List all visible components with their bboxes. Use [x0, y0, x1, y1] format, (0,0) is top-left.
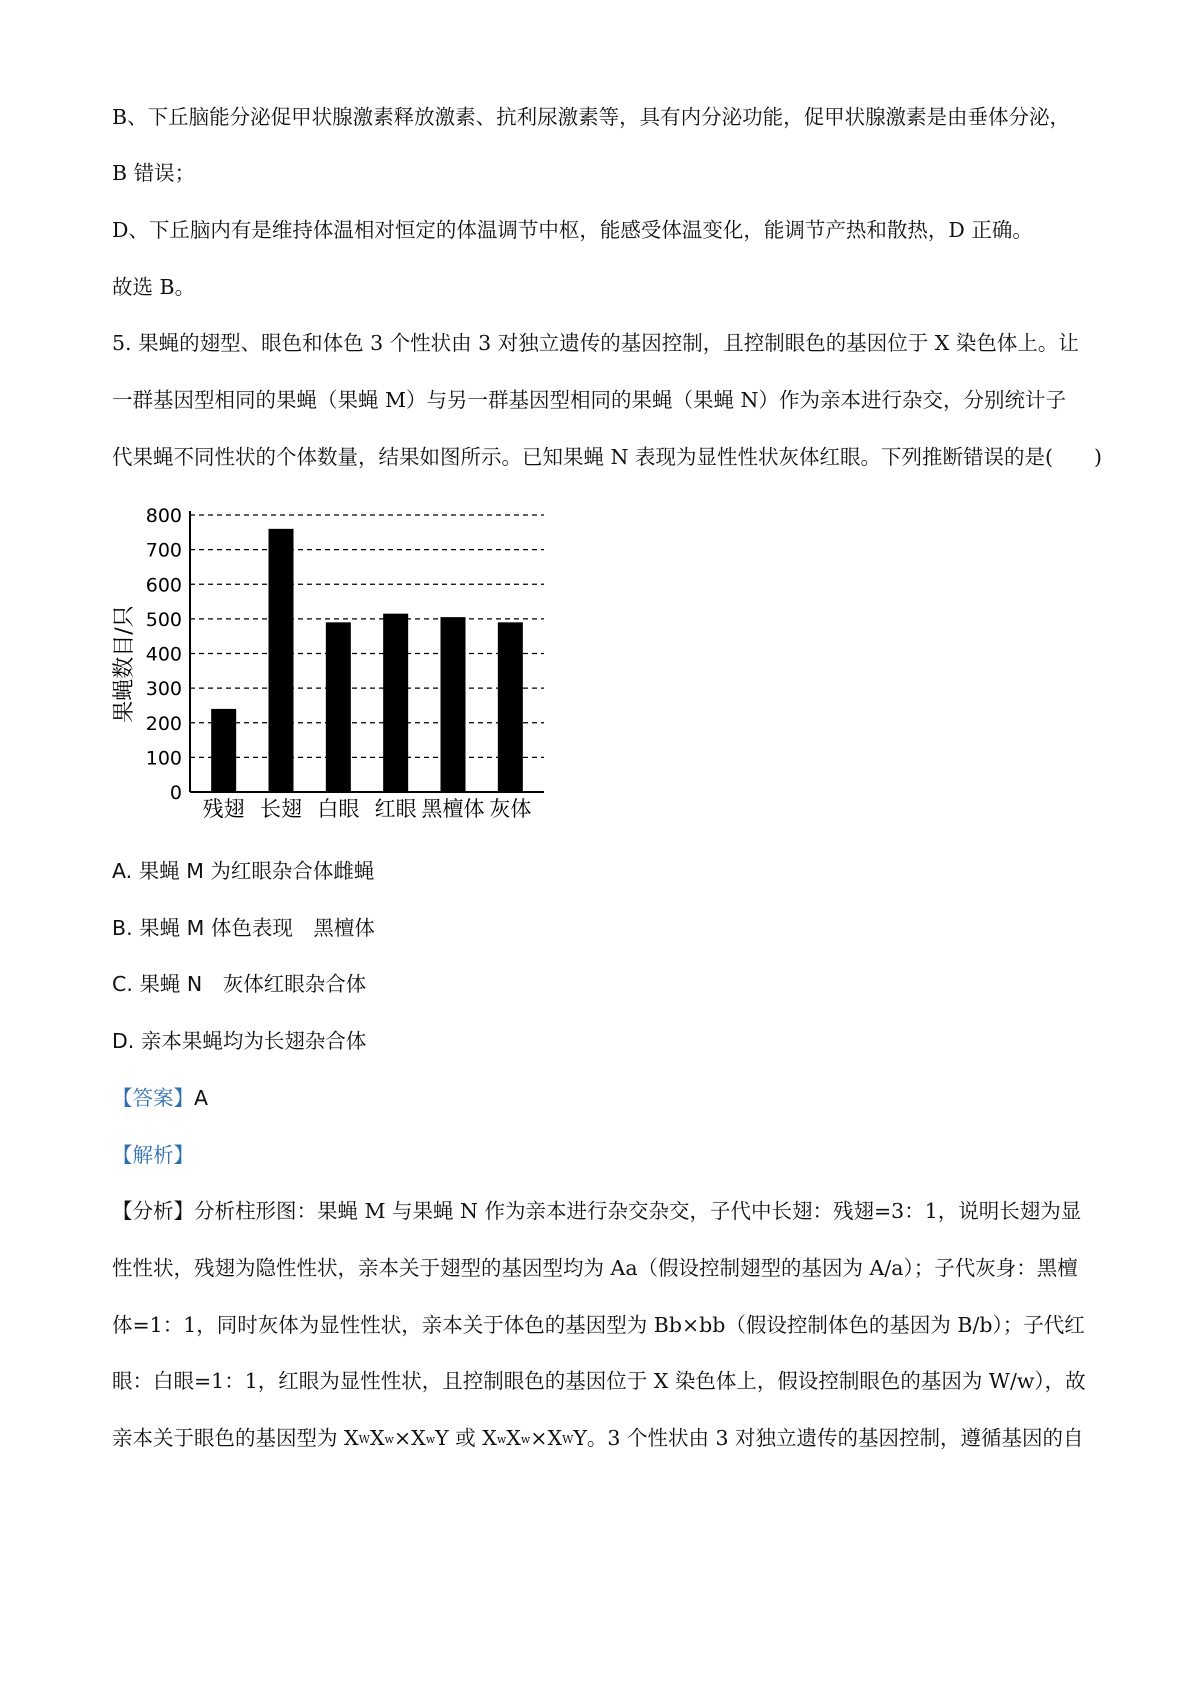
choose-statement: 故选 B。	[112, 275, 196, 299]
analysis-line4: 眼：白眼=1：1，红眼为显性性状，且控制眼色的基因位于 X 染色体上，假设控制眼色的基因为 W/w），故	[112, 1369, 1086, 1393]
analysis-text: 亲本关于眼色的基因型为 X	[112, 1426, 359, 1450]
analysis-option-b-line1: B、下丘脑能分泌促甲状腺激素释放激素、抗利尿激素等，具有内分泌功能，促甲状腺激素是由垂体分泌，	[112, 105, 1071, 129]
bar	[269, 529, 294, 792]
superscript: W	[562, 1433, 574, 1446]
y-tick-label: 300	[145, 678, 182, 701]
question-line2: 一群基因型相同的果蝇（果蝇 M）与另一群基因型相同的果蝇（果蝇 N）作为亲本进行杂交，分别统计子	[112, 388, 1066, 412]
superscript: w	[425, 1433, 436, 1446]
analysis-text: X	[369, 1426, 385, 1450]
answer-value: A	[194, 1086, 209, 1110]
chart-bars	[211, 529, 523, 792]
y-tick-label: 400	[145, 643, 182, 666]
analysis-text: Y 或 X	[435, 1426, 497, 1450]
question-line3: 代果蝇不同性状的个体数量，结果如图所示。已知果蝇 N 表现为显性性状灰体红眼。下列推断错误的是( )	[112, 445, 1102, 469]
x-tick-label: 灰体	[489, 797, 532, 821]
chart-axes	[190, 511, 544, 792]
analysis-text: Y。3 个性状由 3 对独立遗传的基因控制，遵循基因的自	[573, 1426, 1084, 1450]
option-c: C. 果蝇 N 灰体红眼杂合体	[112, 972, 367, 996]
analysis-text: X	[506, 1426, 521, 1450]
bar	[441, 617, 466, 792]
jiexi-label: 【解析】	[112, 1143, 194, 1167]
answer-label: 【答案】	[112, 1086, 194, 1110]
option-a: A. 果蝇 M 为红眼杂合体雌蝇	[112, 859, 375, 883]
chart-y-axis-label: 果蝇数目/只	[112, 605, 137, 723]
analysis-text: ×X	[393, 1426, 426, 1450]
question-text: 果蝇的翅型、眼色和体色 3 个性状由 3 对独立遗传的基因控制，且控制眼色的基因位于 X 染色体上。让	[138, 331, 1079, 355]
y-tick-label: 600	[145, 574, 182, 597]
y-tick-label: 500	[145, 608, 182, 631]
analysis-text: ×X	[530, 1426, 563, 1450]
y-tick-label: 100	[145, 747, 182, 770]
answer-line	[112, 1084, 1102, 1112]
analysis-option-d: D、下丘脑内有是维持体温相对恒定的体温调节中枢，能感受体温变化，能调节产热和散热，D 正确。	[112, 218, 1033, 242]
question-line1	[112, 329, 1102, 357]
superscript: w	[520, 1433, 531, 1446]
option-d: D. 亲本果蝇均为长翅杂合体	[112, 1029, 367, 1053]
x-tick-label: 长翅	[260, 797, 302, 821]
x-tick-label: 白眼	[317, 797, 360, 821]
x-tick-label: 红眼	[374, 797, 417, 821]
y-tick-label: 200	[145, 712, 182, 735]
bar	[498, 622, 523, 792]
x-tick-label: 残翅	[202, 797, 245, 821]
option-b: B. 果蝇 M 体色表现 黑檀体	[112, 916, 375, 940]
chart-gridlines	[190, 515, 544, 757]
y-tick-label: 700	[145, 539, 182, 562]
analysis-line1: 【分析】分析柱形图：果蝇 M 与果蝇 N 作为亲本进行杂交杂交，子代中长翅：残翅=3：1，说明长翅为显	[112, 1199, 1082, 1223]
analysis-line5	[112, 1424, 1102, 1452]
superscript: W	[358, 1433, 370, 1446]
superscript: w	[496, 1433, 507, 1446]
analysis-option-b-line2: B 错误；	[112, 161, 196, 185]
y-tick-label: 0	[169, 782, 182, 804]
superscript: w	[384, 1433, 394, 1446]
bar-chart	[110, 497, 550, 827]
bar	[383, 614, 408, 792]
analysis-line2: 性性状，残翅为隐性性状，亲本关于翅型的基因型均为 Aa（假设控制翅型的基因为 A/a）；子代灰身：黑檀	[112, 1256, 1078, 1280]
question-number: 5.	[112, 331, 132, 355]
bar	[211, 709, 236, 792]
y-tick-label: 800	[145, 505, 182, 527]
bar	[326, 622, 351, 792]
analysis-line3: 体=1：1，同时灰体为显性性状，亲本关于体色的基因型为 Bb×bb（假设控制体色的基因为 B/b）；子代红	[112, 1313, 1085, 1337]
x-tick-label: 黑檀体	[421, 797, 485, 821]
